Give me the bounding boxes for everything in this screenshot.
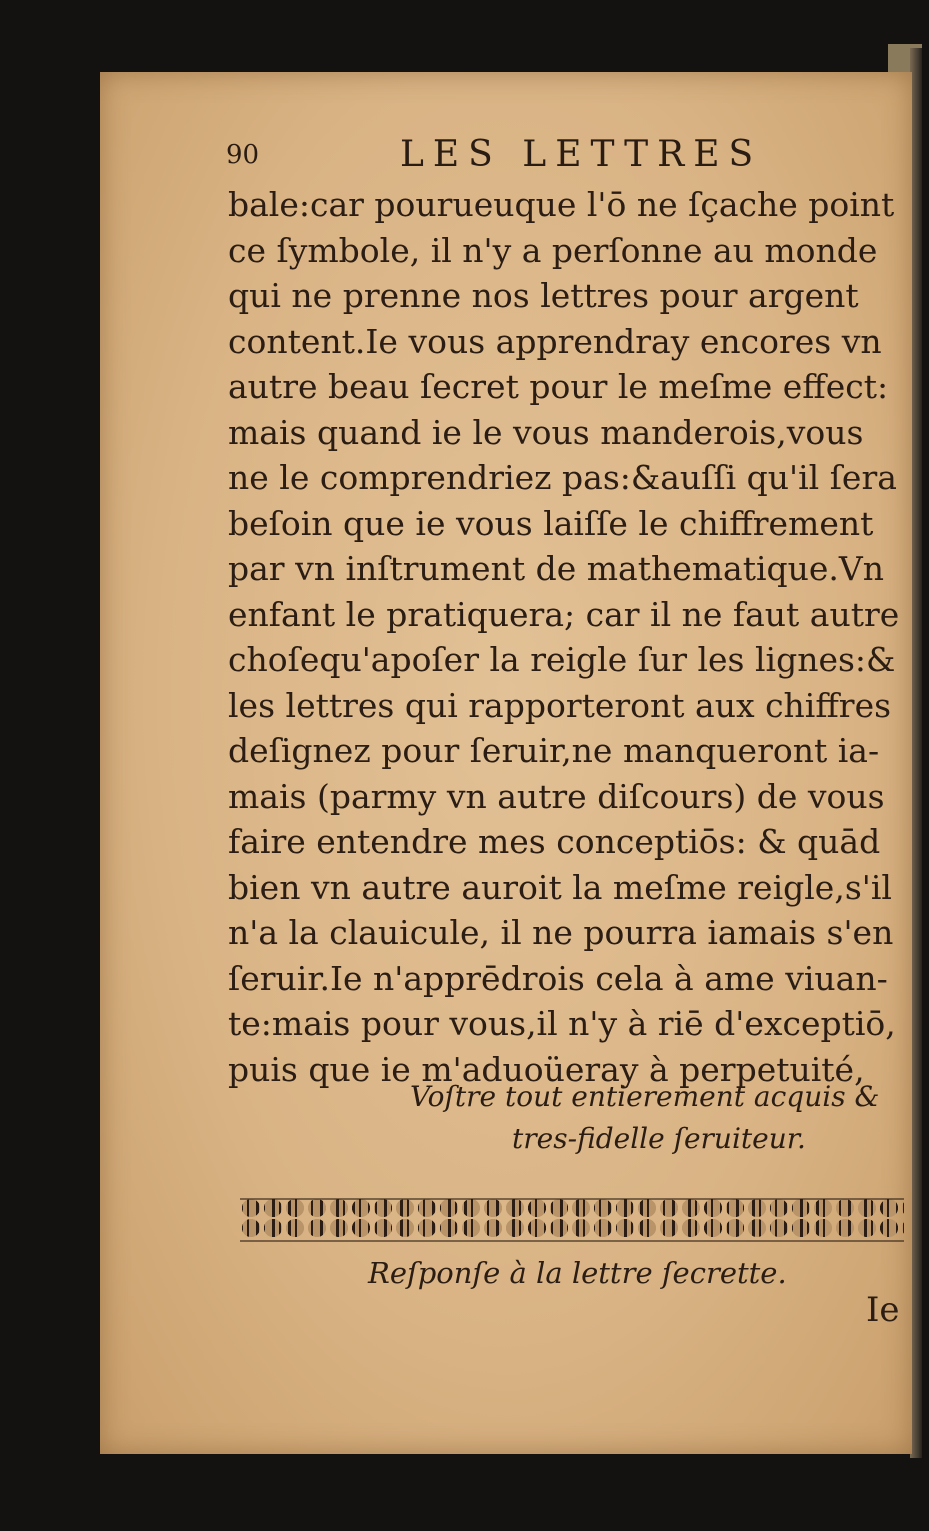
catchword: Ie <box>866 1290 900 1330</box>
text-line: beſoin que ie vous laiſſe le chiffrement <box>228 503 874 543</box>
text-line: bien vn autre auroit la meſme reigle,s'il <box>228 867 892 907</box>
text-line: ne le comprendriez pas:&auſſi qu'il ſera <box>228 458 897 497</box>
page-number: 90 <box>226 140 260 170</box>
text-line: ce ſymbole, il n'y a perſonne au monde <box>228 230 878 270</box>
text-line: ſeruir.Ie n'apprēdrois cela à ame viuan- <box>228 958 888 998</box>
text-line: enfant le pratiquera; car il ne faut autre <box>228 594 900 634</box>
text-line: n'a la clauicule, il ne pourra iamais s'en <box>228 913 894 952</box>
running-title: LES LETTRES <box>400 134 763 175</box>
ornament-frame <box>240 1198 904 1242</box>
text-line: qui ne prenne nos lettres pour argent <box>228 276 859 315</box>
signature-line-1: Voſtre tout entierement acquis & <box>410 1080 880 1113</box>
text-line: autre beau ſecret pour le meſme effect: <box>228 367 889 406</box>
text-line: content.Ie vous apprendray encores vn <box>228 321 882 361</box>
text-line: par vn inſtrument de mathematique.Vn <box>228 549 885 588</box>
text-line: faire entendre mes conceptiōs: & quād <box>228 822 881 861</box>
text-line: puis que ie m'aduoüeray à perpetuité, <box>228 1049 865 1089</box>
text-line: bale:car pourueuque l'ō ne ſçache point <box>228 185 895 224</box>
text-line: les lettres qui rapporteront aux chiffres <box>228 685 892 725</box>
signature-line-2: tres-fidelle ſeruiteur. <box>512 1122 806 1155</box>
text-line: te:mais pour vous,il n'y à riē d'exceptiō, <box>228 1004 896 1043</box>
text-line: mais (parmy vn autre diſcours) de vous <box>228 776 885 816</box>
text-line: choſequ'apoſer la reigle ſur les lignes:& <box>228 640 896 679</box>
text-line: deſignez pour ſeruir,ne manqueront ia- <box>228 731 880 770</box>
page-header <box>226 134 786 178</box>
text-line: mais quand ie le vous manderois,vous <box>228 412 864 452</box>
section-heading: Reſponſe à la lettre ſecrette. <box>368 1256 787 1290</box>
letter-body <box>228 182 904 1092</box>
